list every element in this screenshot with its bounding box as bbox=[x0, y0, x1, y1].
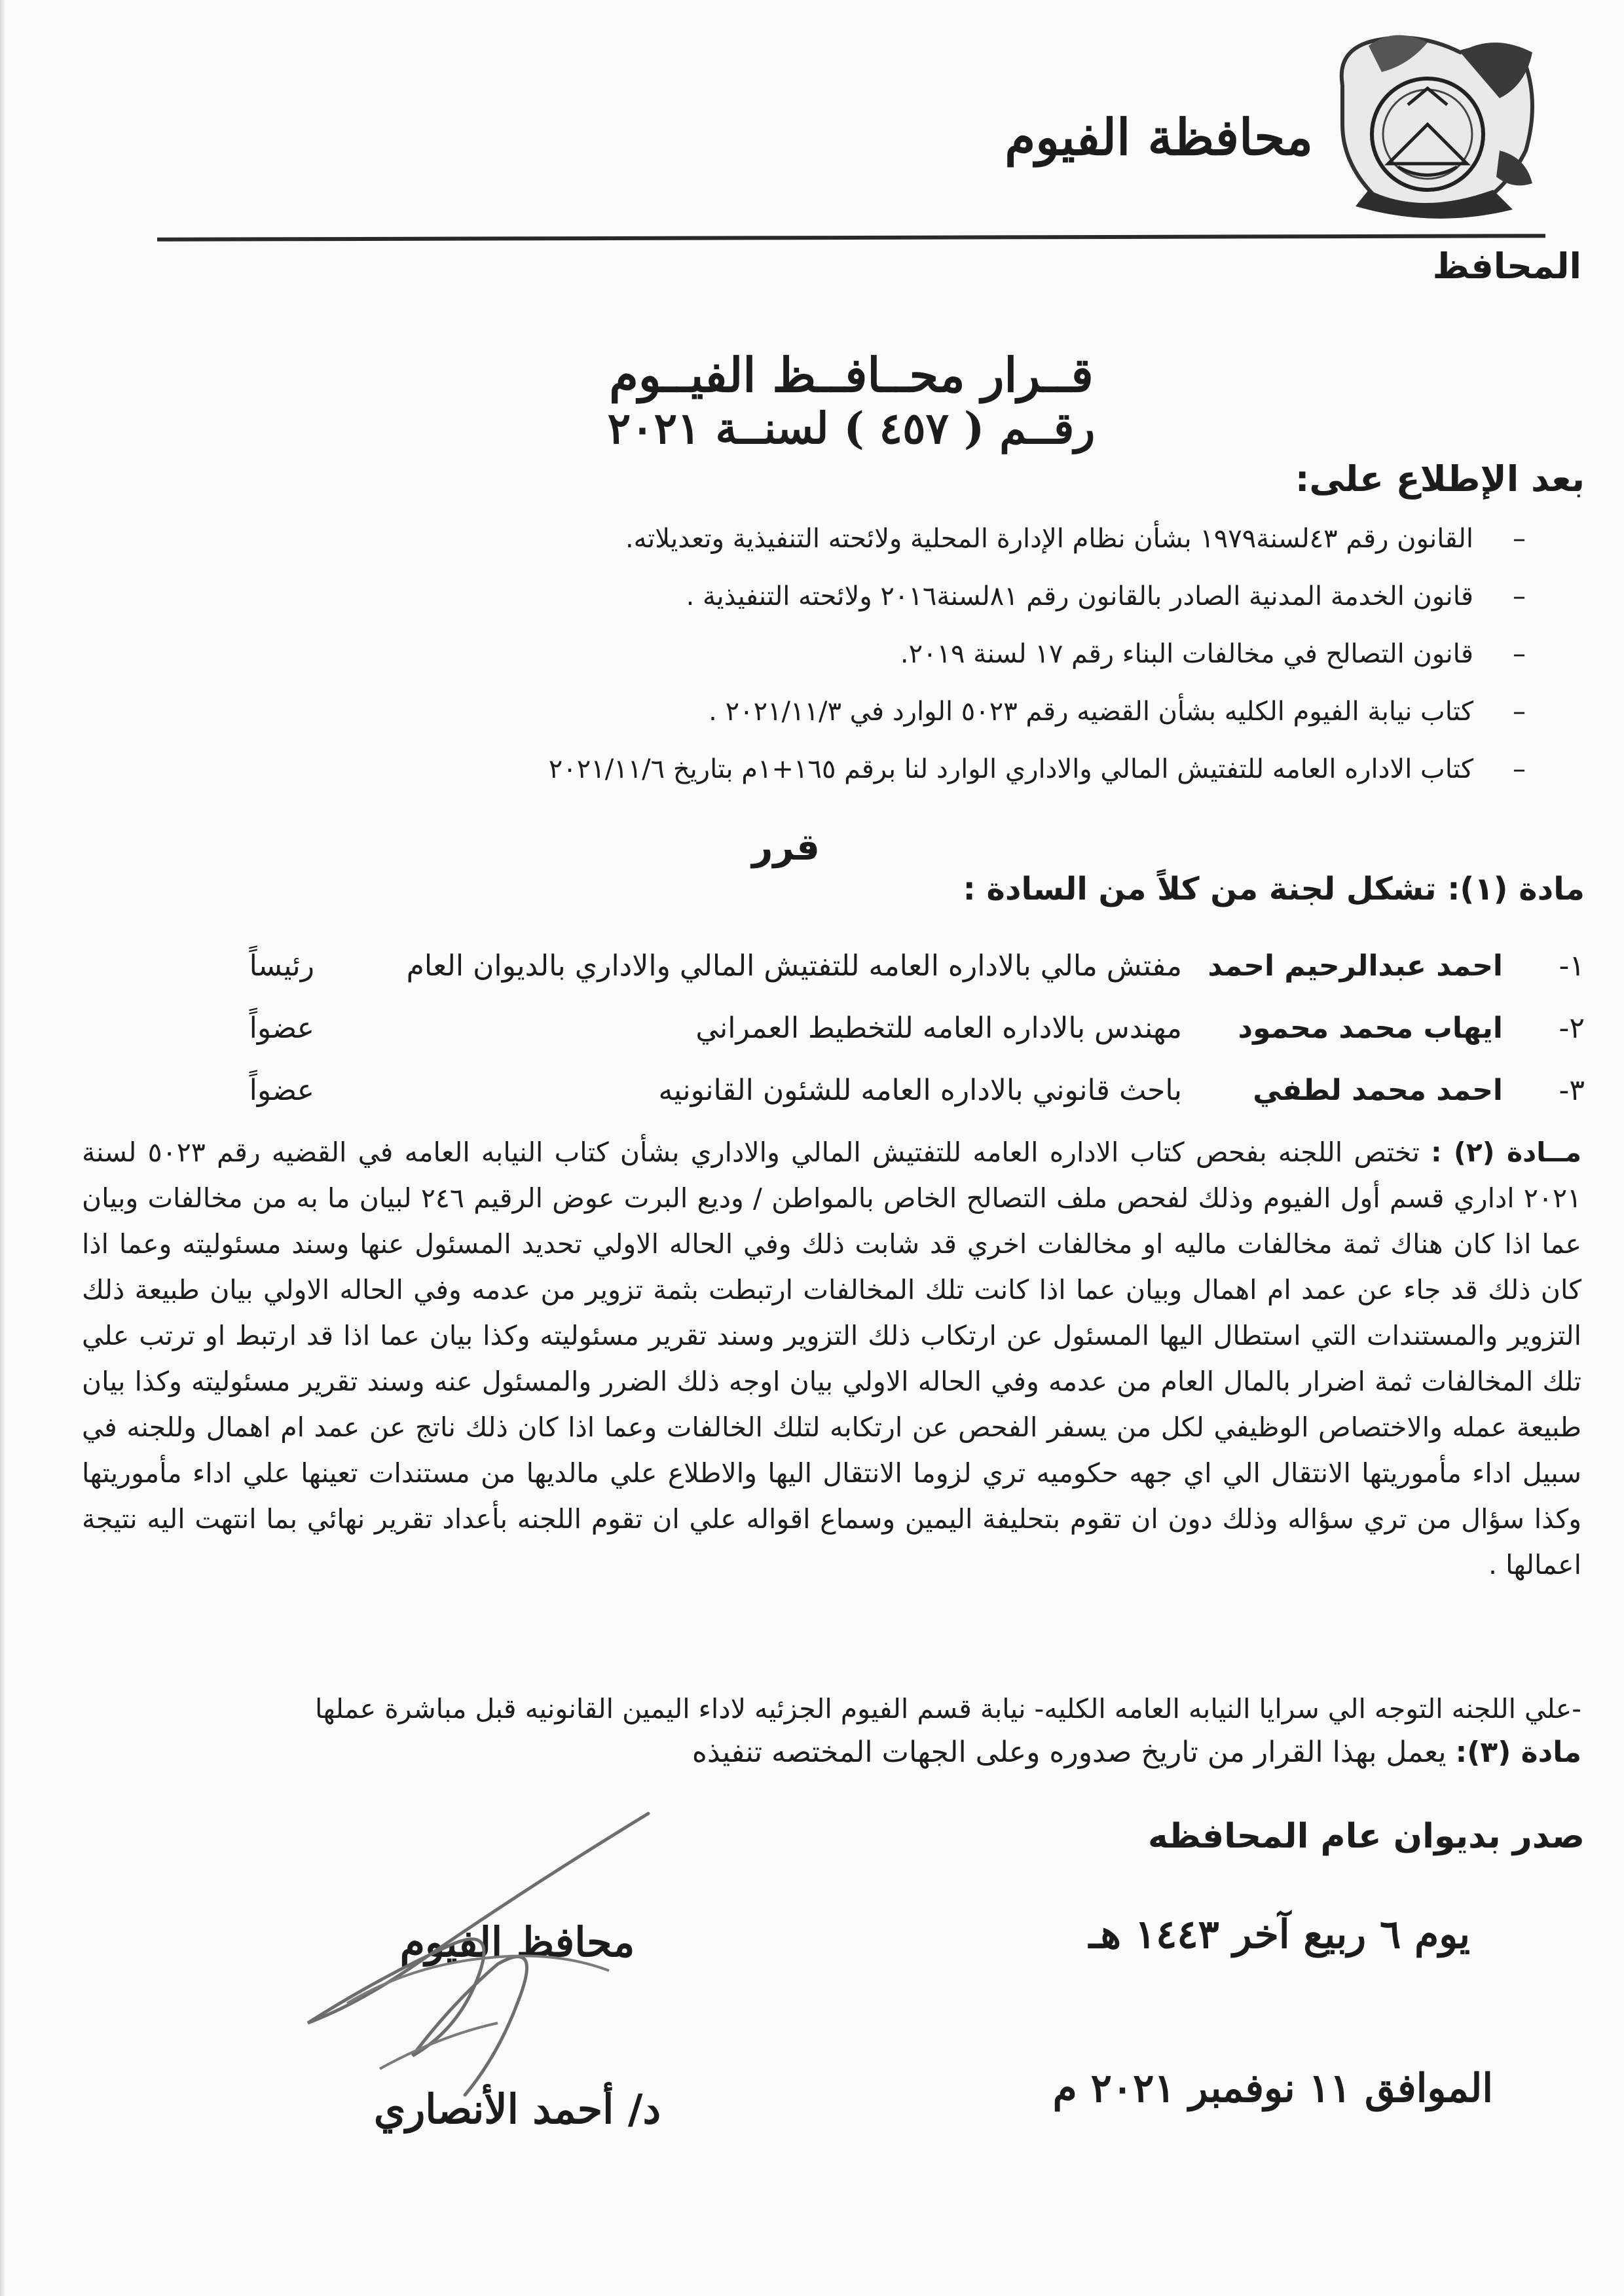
governorate-logo bbox=[1329, 26, 1545, 223]
preamble-list bbox=[59, 524, 1532, 812]
hijri-date: يوم ٦ ربيع آخر ١٤٤٣ هـ bbox=[1088, 1912, 1470, 1958]
committee-member: ١- احمد عبدالرحيم احمد مفتش مالي بالاداره العامه للتفتيش المالي والاداري بالديوان العام رئيساً bbox=[249, 949, 1585, 983]
signer-name: د/ أحمد الأنصاري bbox=[373, 2085, 661, 2133]
preamble-heading: بعد الإطلاع على: bbox=[1295, 458, 1585, 500]
article3-heading: مادة (٣): bbox=[1455, 1736, 1581, 1769]
committee-member: ٢- ايهاب محمد محمود مهندس بالاداره العامه للتخطيط العمراني عضواً bbox=[249, 1011, 1585, 1045]
article1-heading: مادة (١): تشكل لجنة من كلاً من السادة : bbox=[963, 871, 1585, 907]
preamble-item: – القانون رقم ٤٣لسنة١٩٧٩ بشأن نظام الإدارة المحلية ولائحته التنفيذية وتعديلاته. bbox=[625, 524, 1526, 554]
signature-mark bbox=[282, 1807, 674, 2102]
office-label: المحافظ bbox=[1432, 246, 1581, 287]
article2-text: تختص اللجنه بفحص كتاب الاداره العامه للتفتيش المالي والاداري بشأن كتاب النيابه العامه في القضيه رقم ٥٠٢٣ لسنة ٢٠٢١ اداري قسم أول الفيوم وذلك لفحص ملف التصالح الخاص بالمواطن / وديع البرت عوض الرقيم ٢٤٦ لبيان ما به من مخالفات وبيان عما اذا كان هناك ثمة مخالفات ماليه او مخالفات اخري قد شابت ذلك وفي الحاله الاولي تحديد المسئول عنها وسند مسئوليته وعما اذا كان ذلك قد جاء عن عمد ام اهمال وبيان عما اذا كانت تلك المخالفات ارتبطت بثمة تزوير من عدمه وفي الحاله الاولي بيان طبيعة ذلك التزوير والمستندات التي استطال اليها المسئول عن ارتكاب ذلك التزوير وسند تقرير مسئوليته وكذا بيان عما اذا قد ارتبط او ترتب علي تلك المخالفات ثمة اضرار بالمال العام من عدمه وفي الحاله الاولي بيان اوجه ذلك الضرر والمسئول عنه وسند تقرير مسئوليته وكذا بيان طبيعة عمله والاختصاص الوظيفي لكل من يسفر الفحص عن ارتكابه لتلك الخالفات وعما اذا كان ذلك ناتج عن عمد ام اهمال وللجنه في سبيل اداء مأموريتها الانتقال الي اي جهه حكوميه تري لزوما الانتقال اليها والاطلاع علي مالديها من مستندات تعينها علي اداء مأموريتها وكذا سؤال من تري سؤاله وذلك دون ان تقوم بتحليفة اليمين وسماع اقواله علي ان تقوم اللجنه بأعداد تقرير نهائي بما انتهت اليه نتيجة اعمالها . bbox=[82, 1137, 1582, 1580]
article2-note: -علي اللجنه التوجه الي سرايا النيابه العامه الكليه- نيابة قسم الفيوم الجزئيه لاداء اليمين القانونيه قبل مباشرة عملها bbox=[315, 1693, 1581, 1724]
preamble-item: – قانون الخدمة المدنية الصادر بالقانون رقم ٨١لسنة٢٠١٦ ولائحته التنفيذية . bbox=[686, 581, 1526, 611]
article2-heading: مــادة (٢) : bbox=[1431, 1137, 1582, 1168]
decision-word: قرر bbox=[752, 826, 820, 869]
gregorian-date: الموافق ١١ نوفمبر ٢٠٢١ م bbox=[1052, 2066, 1493, 2111]
committee-member: ٣- احمد محمد لطفي باحث قانوني بالاداره العامه للشئون القانونيه عضواً bbox=[249, 1074, 1585, 1107]
article3 bbox=[82, 1728, 1581, 1777]
article2 bbox=[82, 1129, 1581, 1588]
decree-number: رقــم ( ٤٥٧ ) لسنــة ٢٠٢١ bbox=[607, 403, 1096, 454]
article3-text: يعمل بهذا القرار من تاريخ صدوره وعلى الجهات المختصه تنفيذه bbox=[692, 1736, 1447, 1769]
preamble-item: – كتاب الاداره العامه للتفتيش المالي والاداري الوارد لنا برقم ١٦٥+١م بتاريخ ٢٠٢١/١١/٦ bbox=[548, 754, 1526, 784]
preamble-item: – كتاب نيابة الفيوم الكليه بشأن القضيه رقم ٥٠٢٣ الوارد في ٢٠٢١/١١/٣ . bbox=[709, 697, 1526, 727]
decree-title: قــرار محــافــظ الفيــوم bbox=[609, 347, 1094, 403]
signer-title: محافظ الفيوم bbox=[399, 1918, 635, 1966]
preamble-item: – قانون التصالح في مخالفات البناء رقم ١٧ لسنة ٢٠١٩. bbox=[900, 639, 1526, 669]
governorate-name: محافظة الفيوم bbox=[1005, 108, 1313, 166]
header-divider bbox=[157, 234, 1545, 242]
scan-edge-shadow bbox=[0, 0, 5, 2296]
issued-at: صدر بديوان عام المحافظه bbox=[1147, 1817, 1585, 1856]
